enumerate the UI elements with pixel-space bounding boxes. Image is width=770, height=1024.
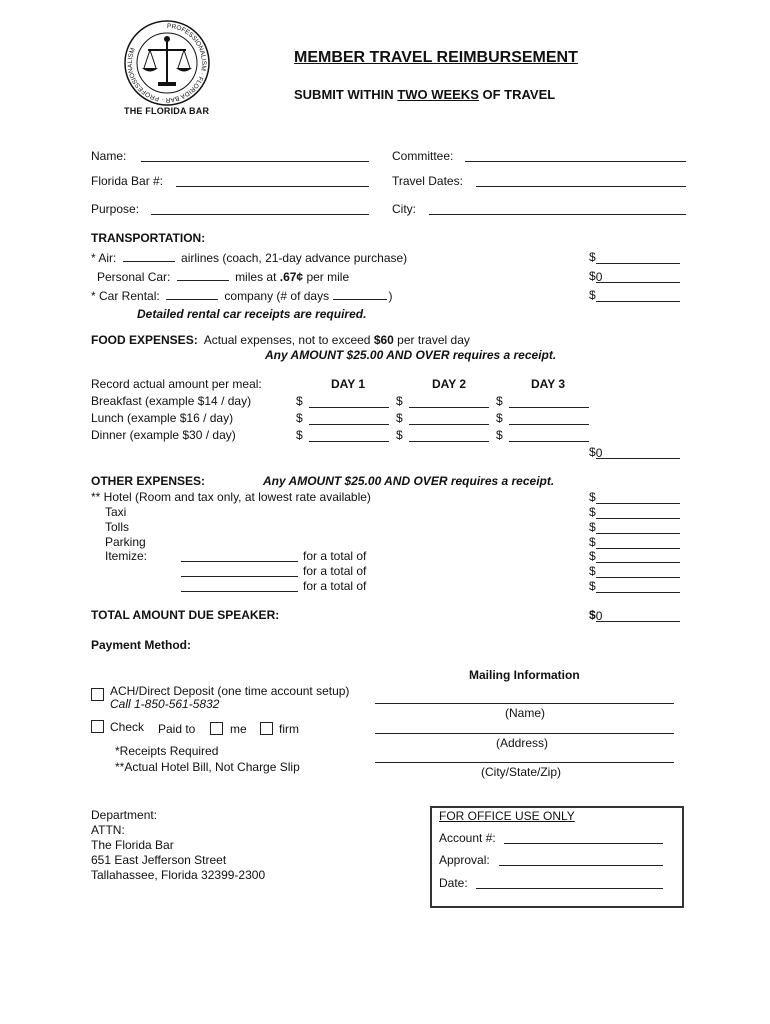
rental-receipts-note: Detailed rental car receipts are required.	[137, 307, 367, 321]
car-rental-amount[interactable]	[589, 288, 680, 302]
itemize-field-2[interactable]	[181, 576, 298, 577]
date-field[interactable]	[476, 888, 663, 889]
personal-car-row	[97, 269, 349, 284]
tolls-amount[interactable]	[589, 520, 680, 534]
subtitle-suffix: OF TRAVEL	[478, 87, 556, 102]
check-label: Check	[110, 720, 145, 734]
receipts-required-note: *Receipts Required	[115, 744, 219, 758]
day-2-header: DAY 2	[432, 377, 467, 391]
food-desc-suffix: per travel day	[393, 333, 470, 347]
miles-field[interactable]	[177, 269, 229, 281]
form-title: MEMBER TRAVEL REIMBURSEMENT	[294, 49, 578, 66]
currency-sign: $	[589, 564, 596, 578]
other-receipt-note: Any AMOUNT $25.00 AND OVER requires a receipt.	[263, 474, 555, 488]
food-total-value: 0	[595, 446, 603, 460]
taxi-amount[interactable]	[589, 505, 680, 519]
personal-car-amount[interactable]	[589, 269, 680, 283]
rental-close-paren: )	[388, 289, 393, 303]
currency-sign: $	[496, 411, 503, 425]
address-street: 651 East Jefferson Street	[91, 853, 227, 867]
lunch-day2[interactable]	[396, 411, 489, 425]
personal-car-label: Personal Car:	[97, 270, 171, 284]
day-1-header: DAY 1	[331, 377, 366, 391]
food-limit: $60	[373, 333, 394, 347]
per-mile-label: per mile	[303, 270, 350, 284]
purpose-label: Purpose:	[91, 202, 140, 216]
ach-checkbox[interactable]	[91, 688, 104, 701]
payment-method-heading: Payment Method:	[91, 638, 192, 652]
currency-sign: $	[589, 608, 596, 622]
currency-sign: $	[589, 505, 596, 519]
currency-sign: $	[496, 394, 503, 408]
paid-to-label: Paid to	[158, 722, 196, 736]
dinner-day3[interactable]	[496, 428, 589, 442]
committee-field[interactable]	[465, 161, 686, 162]
currency-sign: $	[589, 288, 596, 302]
approval-label: Approval:	[439, 853, 490, 867]
address-city: Tallahassee, Florida 32399-2300	[91, 868, 266, 882]
mailing-address-field[interactable]	[375, 733, 674, 734]
currency-sign: $	[589, 520, 596, 534]
account-field[interactable]	[504, 843, 663, 844]
ach-phone: Call 1-850-561-5832	[110, 697, 220, 711]
address-attn: ATTN:	[91, 823, 125, 837]
currency-sign: $	[589, 250, 596, 264]
for-total-2: for a total of	[303, 564, 367, 578]
rental-days-field[interactable]	[333, 288, 387, 300]
currency-sign: $	[589, 490, 596, 504]
hotel-amount[interactable]	[589, 490, 680, 504]
total-due-amount[interactable]	[589, 608, 680, 622]
breakfast-label: Breakfast (example $14 / day)	[91, 394, 252, 408]
currency-sign: $	[589, 535, 596, 549]
record-meal-label: Record actual amount per meal:	[91, 377, 262, 391]
travel-dates-label: Travel Dates:	[392, 174, 463, 188]
dinner-day1[interactable]	[296, 428, 389, 442]
currency-sign: $	[396, 411, 403, 425]
itemize-amount-1[interactable]	[589, 549, 680, 563]
food-total[interactable]	[589, 445, 680, 459]
breakfast-day2[interactable]	[396, 394, 489, 408]
day-3-header: DAY 3	[531, 377, 566, 391]
currency-sign: $	[496, 428, 503, 442]
currency-sign: $	[296, 428, 303, 442]
mailing-address-caption: (Address)	[496, 736, 549, 750]
itemize-amount-2[interactable]	[589, 564, 680, 578]
travel-dates-field[interactable]	[476, 186, 686, 187]
rental-company-field[interactable]	[166, 288, 218, 300]
total-due-label: TOTAL AMOUNT DUE SPEAKER:	[91, 608, 280, 622]
account-label: Account #:	[439, 831, 496, 845]
air-amount[interactable]	[589, 250, 680, 264]
air-airline-field[interactable]	[123, 250, 175, 262]
date-label: Date:	[439, 876, 468, 890]
lunch-day1[interactable]	[296, 411, 389, 425]
mailing-city-caption: (City/State/Zip)	[481, 765, 562, 779]
bar-number-field[interactable]	[176, 186, 369, 187]
address-org: The Florida Bar	[91, 838, 174, 852]
logo-caption: THE FLORIDA BAR	[124, 106, 210, 116]
hotel-label: ** Hotel (Room and tax only, at lowest rate available)	[91, 490, 371, 504]
paid-to-firm-checkbox[interactable]	[260, 722, 273, 735]
check-checkbox[interactable]	[91, 720, 104, 733]
currency-sign: $	[296, 411, 303, 425]
food-heading: FOOD EXPENSES:	[91, 333, 198, 347]
currency-sign: $	[296, 394, 303, 408]
currency-sign: $	[396, 428, 403, 442]
parking-label: Parking	[105, 535, 146, 549]
for-total-3: for a total of	[303, 579, 367, 593]
food-row	[91, 333, 470, 347]
name-field[interactable]	[141, 161, 369, 162]
ach-label: ACH/Direct Deposit (one time account setup)	[110, 684, 350, 698]
mailing-name-caption: (Name)	[505, 706, 546, 720]
transportation-heading: TRANSPORTATION:	[91, 231, 206, 245]
food-desc: Actual expenses, not to exceed	[203, 333, 374, 347]
currency-sign: $	[396, 394, 403, 408]
mailing-city-field[interactable]	[375, 762, 674, 763]
itemize-amount-3[interactable]	[589, 579, 680, 593]
scales-of-justice-icon	[112, 18, 222, 108]
subtitle-prefix: SUBMIT WITHIN	[294, 87, 398, 102]
firm-label: firm	[279, 722, 299, 736]
florida-bar-logo	[112, 18, 222, 120]
name-label: Name:	[91, 149, 127, 163]
committee-label: Committee:	[392, 149, 454, 163]
rental-days-label: company (# of days	[224, 289, 330, 303]
car-rental-label: * Car Rental:	[91, 289, 160, 303]
tolls-label: Tolls	[105, 520, 130, 534]
purpose-field[interactable]	[151, 214, 369, 215]
bar-number-label: Florida Bar #:	[91, 174, 164, 188]
city-label: City:	[392, 202, 416, 216]
breakfast-day1[interactable]	[296, 394, 389, 408]
subtitle-underlined: TWO WEEKS	[397, 87, 479, 102]
itemize-field-1[interactable]	[181, 561, 298, 562]
itemize-field-3[interactable]	[181, 591, 298, 592]
air-label: * Air:	[91, 251, 117, 265]
miles-label: miles at	[235, 270, 280, 284]
lunch-label: Lunch (example $16 / day)	[91, 411, 234, 425]
air-row	[91, 250, 407, 265]
currency-sign: $	[589, 579, 596, 593]
approval-field[interactable]	[499, 865, 663, 866]
total-due-value: 0	[595, 609, 603, 623]
paid-to-me-checkbox[interactable]	[210, 722, 223, 735]
for-total-1: for a total of	[303, 549, 367, 563]
currency-sign: $	[589, 445, 596, 459]
currency-sign: $	[589, 549, 596, 563]
lunch-day3[interactable]	[496, 411, 589, 425]
address-department: Department:	[91, 808, 158, 822]
dinner-label: Dinner (example $30 / day)	[91, 428, 236, 442]
dinner-day2[interactable]	[396, 428, 489, 442]
car-rental-row	[91, 288, 392, 303]
city-field[interactable]	[429, 214, 686, 215]
parking-amount[interactable]	[589, 535, 680, 549]
other-expenses-heading: OTHER EXPENSES:	[91, 474, 206, 488]
itemize-label: Itemize:	[105, 549, 148, 563]
currency-sign: $	[589, 269, 596, 283]
personal-car-total: 0	[595, 270, 603, 284]
hotel-bill-note: **Actual Hotel Bill, Not Charge Slip	[115, 760, 300, 774]
food-receipt-note: Any AMOUNT $25.00 AND OVER requires a receipt.	[265, 348, 557, 362]
me-label: me	[230, 722, 247, 736]
office-use-heading: FOR OFFICE USE ONLY	[439, 809, 575, 823]
mailing-name-field[interactable]	[375, 703, 674, 704]
air-description: airlines (coach, 21-day advance purchase)	[181, 251, 408, 265]
logo-ring-text: PROFESSIONALISM · FLORIDA BAR · PROFESSIONALISM	[126, 22, 207, 104]
mailing-info-heading: Mailing Information	[469, 668, 580, 682]
form-subtitle	[294, 87, 555, 102]
taxi-label: Taxi	[105, 505, 127, 519]
breakfast-day3[interactable]	[496, 394, 589, 408]
mileage-rate: .67¢	[279, 270, 304, 284]
